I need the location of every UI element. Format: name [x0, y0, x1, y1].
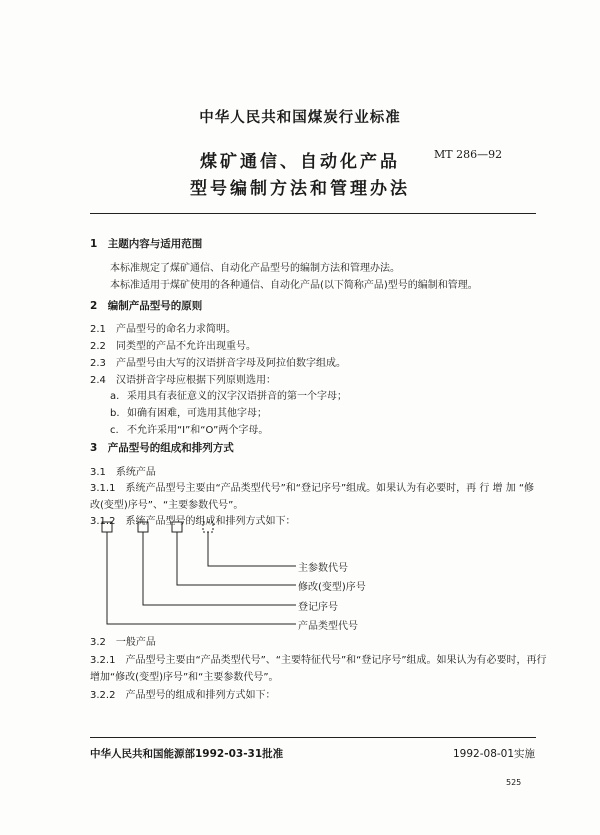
- clause-3-2-2: 3.2.2 产品型号的组成和排列方式如下：: [90, 690, 276, 701]
- diagram-box-modification: [172, 522, 182, 532]
- approval-date: 中华人民共和国能源部1992-03-31批准: [90, 748, 284, 760]
- clause-3-1-1-line-1: 3.1.1 系统产品型号主要由“产品类型代号”和“登记序号”组成。如果认为有必要时，再 行 增 加 “修: [90, 483, 535, 494]
- clause-3-1-1-line-2: 改(变型)序号”、“主要参数代号”。: [90, 500, 244, 511]
- clause-2-4-c: c. 不允许采用“I”和“O”两个字母。: [110, 425, 269, 436]
- title-line-2: 型号编制方法和管理办法: [190, 179, 410, 199]
- diagram-label-product-type: 产品类型代号: [298, 621, 358, 632]
- diagram-leader-product-type: [107, 532, 296, 624]
- clause-2-4-b: b. 如确有困难，可选用其他字母；: [110, 408, 267, 419]
- diagram-box-product-type: [102, 522, 112, 532]
- implementation-date: 1992-08-01实施: [453, 748, 536, 760]
- standard-code: MT 286—92: [434, 148, 503, 161]
- diagram-label-modification: 修改(变型)序号: [298, 582, 366, 593]
- clause-3-2-1-line-2: 增加“修改(变型)序号”和“主要参数代号”。: [90, 672, 279, 683]
- diagram-label-main-parameter: 主参数代号: [298, 563, 348, 574]
- diagram-label-registration: 登记序号: [298, 602, 338, 613]
- diagram-leader-main-parameter: [208, 532, 296, 566]
- clause-3-2-1-line-1: 3.2.1 产品型号主要由“产品类型代号”、“主要特征代号”和“登记序号”组成。如果认为有必要时，再行: [90, 655, 547, 666]
- section-1-paragraph-2: 本标准适用于煤矿使用的各种通信、自动化产品(以下简称产品)型号的编制和管理。: [110, 280, 478, 291]
- clause-2-4: 2.4 汉语拼音字母应根据下列原则选用：: [90, 375, 276, 386]
- diagram-box-registration: [138, 522, 148, 532]
- diagram-box-main-parameter: [203, 522, 213, 532]
- clause-3-2: 3.2 一般产品: [90, 637, 156, 648]
- clause-2-4-a: a. 采用具有表征意义的汉字汉语拼音的第一个字母；: [110, 391, 347, 402]
- section-2-heading: 2 编制产品型号的原则: [90, 300, 203, 312]
- diagram-leader-registration: [143, 532, 296, 605]
- diagram-leader-modification: [177, 532, 296, 585]
- clause-2-1: 2.1 产品型号的命名力求简明。: [90, 324, 236, 335]
- clause-2-2: 2.2 同类型的产品不允许出现重号。: [90, 341, 256, 352]
- page-number: 525: [506, 778, 522, 787]
- section-1-heading: 1 主题内容与适用范围: [90, 238, 203, 250]
- clause-3-1-2: 3.1.2 系统产品型号的组成和排列方式如下：: [90, 516, 296, 527]
- clause-3-1: 3.1 系统产品: [90, 467, 156, 478]
- footer-rule: [90, 737, 536, 738]
- clause-2-3: 2.3 产品型号由大写的汉语拼音字母及阿拉伯数字组成。: [90, 358, 346, 369]
- title-line-1: 煤矿通信、自动化产品: [200, 152, 400, 172]
- section-1-paragraph-1: 本标准规定了煤矿通信、自动化产品型号的编制方法和管理办法。: [110, 263, 400, 274]
- section-3-heading: 3 产品型号的组成和排列方式: [90, 442, 234, 454]
- issuing-body-header: 中华人民共和国煤炭行业标准: [199, 110, 401, 126]
